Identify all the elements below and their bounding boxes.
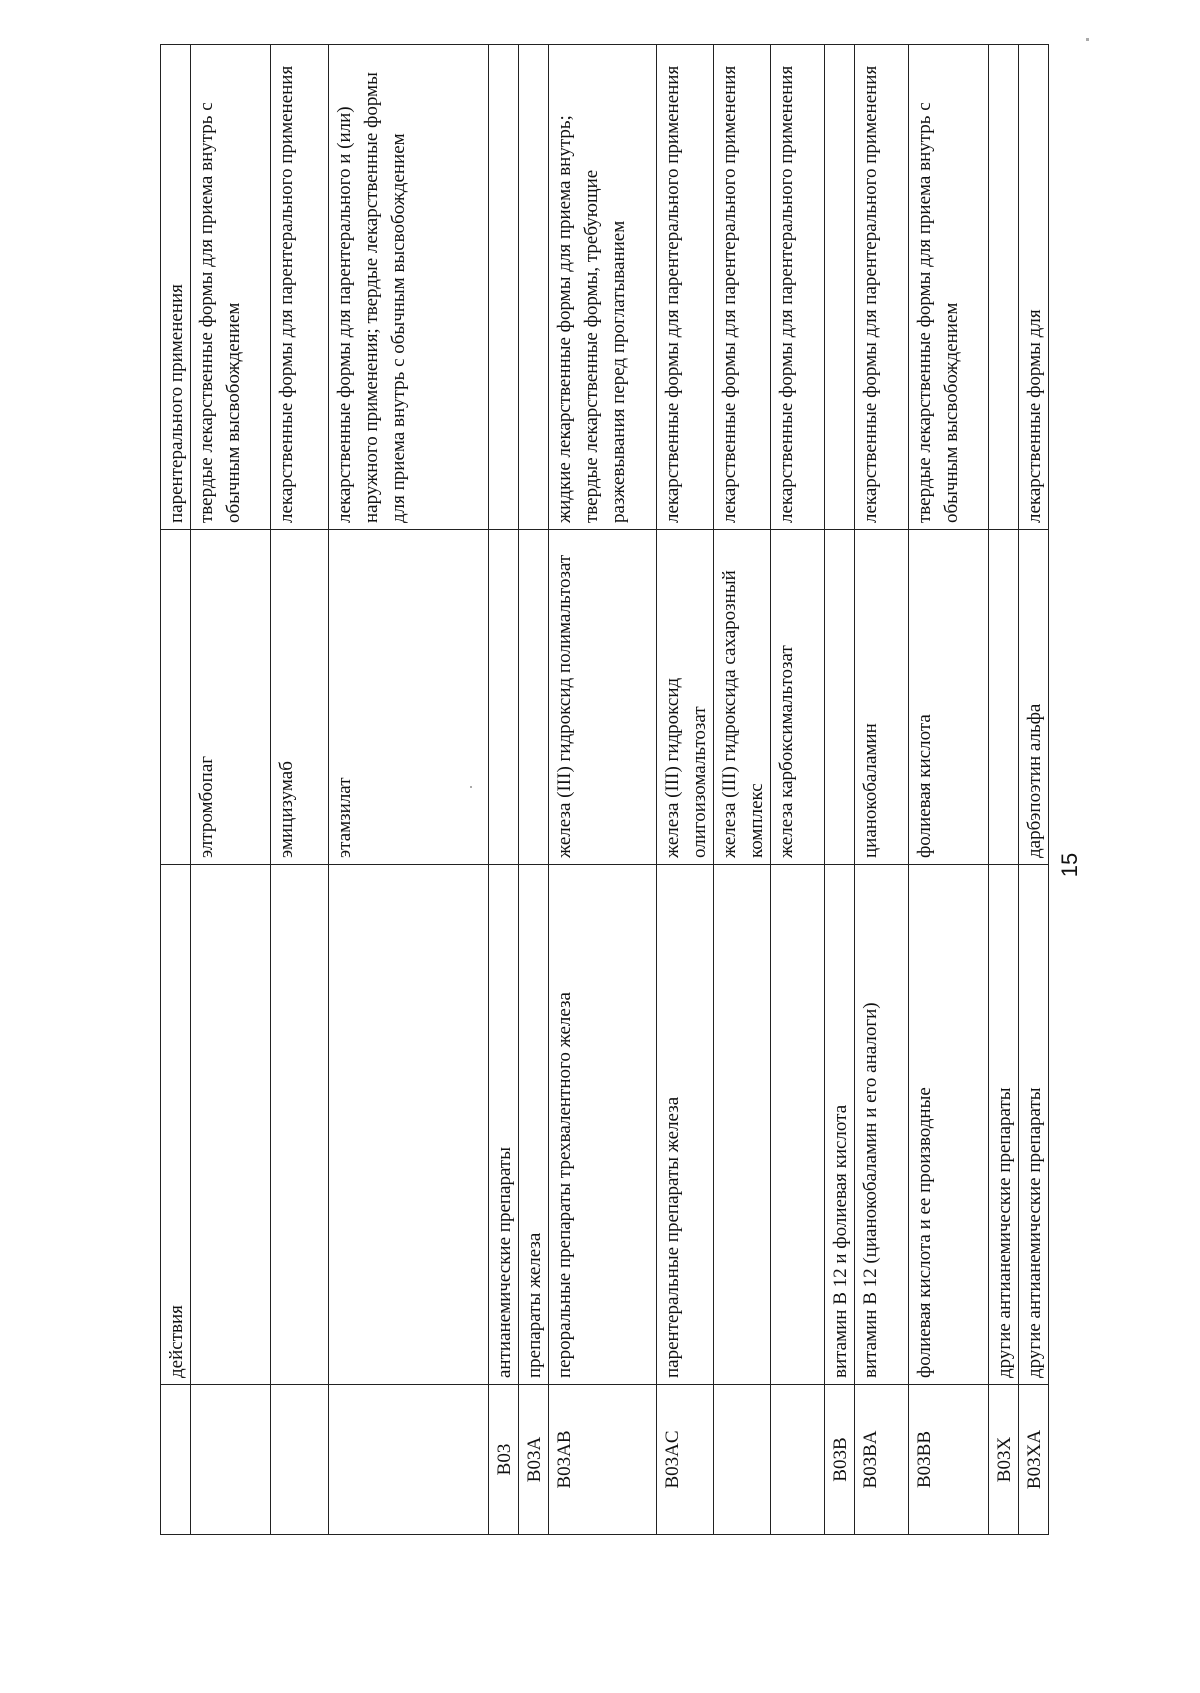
cell-substance bbox=[519, 530, 549, 865]
cell-group bbox=[329, 865, 489, 1385]
table-row bbox=[519, 45, 549, 1535]
cell-code bbox=[161, 1385, 191, 1535]
medicines-table bbox=[160, 44, 1049, 1535]
cell-code bbox=[329, 1385, 489, 1535]
cell-group: антианемические препараты bbox=[489, 865, 519, 1385]
table-row bbox=[909, 45, 989, 1535]
cell-group bbox=[271, 865, 329, 1385]
cell-code: B03B bbox=[825, 1385, 855, 1535]
cell-group: действия bbox=[161, 865, 191, 1385]
cell-form: твердые лекарственные формы для приема внутрь с обычным высвобождением bbox=[909, 45, 989, 530]
cell-form bbox=[989, 45, 1019, 530]
cell-substance: железа (III) гидроксида сахарозный комплекс bbox=[714, 530, 771, 865]
cell-group: витамин B 12 и фолиевая кислота bbox=[825, 865, 855, 1385]
table-row bbox=[489, 45, 519, 1535]
cell-form: лекарственные формы для парентерального применения bbox=[657, 45, 714, 530]
cell-substance: железа карбоксимальтозат bbox=[771, 530, 825, 865]
cell-substance: этамзилат bbox=[329, 530, 489, 865]
table-row bbox=[989, 45, 1019, 1535]
cell-code bbox=[191, 1385, 271, 1535]
scan-speck bbox=[470, 786, 472, 788]
cell-form: парентерального применения bbox=[161, 45, 191, 530]
cell-form: лекарственные формы для парентерального применения bbox=[271, 45, 329, 530]
cell-substance bbox=[989, 530, 1019, 865]
table-row bbox=[714, 45, 771, 1535]
cell-form bbox=[825, 45, 855, 530]
cell-code: B03XA bbox=[1019, 1385, 1049, 1535]
cell-group: препараты железа bbox=[519, 865, 549, 1385]
cell-code: B03A bbox=[519, 1385, 549, 1535]
scan-speck bbox=[1086, 38, 1089, 41]
cell-substance: цианокобаламин bbox=[855, 530, 909, 865]
table-row bbox=[271, 45, 329, 1535]
cell-substance: дарбэпоэтин альфа bbox=[1019, 530, 1049, 865]
cell-group: другие антианемические препараты bbox=[989, 865, 1019, 1385]
cell-code: B03BB bbox=[909, 1385, 989, 1535]
rotated-page bbox=[160, 45, 1122, 1535]
cell-form: лекарственные формы для bbox=[1019, 45, 1049, 530]
cell-substance bbox=[825, 530, 855, 865]
cell-group: фолиевая кислота и ее производные bbox=[909, 865, 989, 1385]
cell-group: витамин B 12 (цианокобаламин и его аналоги) bbox=[855, 865, 909, 1385]
page-number: 15 bbox=[1057, 852, 1083, 878]
cell-code: B03X bbox=[989, 1385, 1019, 1535]
table-body bbox=[161, 45, 1049, 1535]
table-row bbox=[657, 45, 714, 1535]
cell-code bbox=[714, 1385, 771, 1535]
cell-code: B03AC bbox=[657, 1385, 714, 1535]
cell-group: другие антианемические препараты bbox=[1019, 865, 1049, 1385]
cell-code: B03 bbox=[489, 1385, 519, 1535]
cell-form bbox=[519, 45, 549, 530]
cell-group bbox=[714, 865, 771, 1385]
table-row bbox=[855, 45, 909, 1535]
cell-form: твердые лекарственные формы для приема внутрь с обычным высвобождением bbox=[191, 45, 271, 530]
cell-form: лекарственные формы для парентерального применения bbox=[771, 45, 825, 530]
cell-form: лекарственные формы для парентерального применения bbox=[714, 45, 771, 530]
cell-form: жидкие лекарственные формы для приема внутрь; твердые лекарственные формы, требующие разжевывания перед проглатыванием bbox=[549, 45, 657, 530]
cell-substance bbox=[161, 530, 191, 865]
table-row bbox=[771, 45, 825, 1535]
table-row bbox=[161, 45, 191, 1535]
cell-group bbox=[191, 865, 271, 1385]
cell-substance: железа (III) гидроксид олигоизомальтозат bbox=[657, 530, 714, 865]
cell-substance bbox=[489, 530, 519, 865]
cell-substance: железа (III) гидроксид полимальтозат bbox=[549, 530, 657, 865]
cell-form: лекарственные формы для парентерального применения bbox=[855, 45, 909, 530]
cell-substance: эмицизумаб bbox=[271, 530, 329, 865]
cell-code: B03AB bbox=[549, 1385, 657, 1535]
cell-substance: фолиевая кислота bbox=[909, 530, 989, 865]
cell-group: парентеральные препараты железа bbox=[657, 865, 714, 1385]
cell-substance: элтромбопаг bbox=[191, 530, 271, 865]
table-row bbox=[1019, 45, 1049, 1535]
cell-code bbox=[771, 1385, 825, 1535]
table-row bbox=[191, 45, 271, 1535]
cell-code: B03BA bbox=[855, 1385, 909, 1535]
table-row bbox=[549, 45, 657, 1535]
table-row bbox=[825, 45, 855, 1535]
cell-form: лекарственные формы для парентерального и (или) наружного применения; твердые лекарственные формы для приема внутрь с обычным высвобождением bbox=[329, 45, 489, 530]
cell-code bbox=[271, 1385, 329, 1535]
cell-form bbox=[489, 45, 519, 530]
table-row bbox=[329, 45, 489, 1535]
cell-group: пероральные препараты трехвалентного железа bbox=[549, 865, 657, 1385]
cell-group bbox=[771, 865, 825, 1385]
